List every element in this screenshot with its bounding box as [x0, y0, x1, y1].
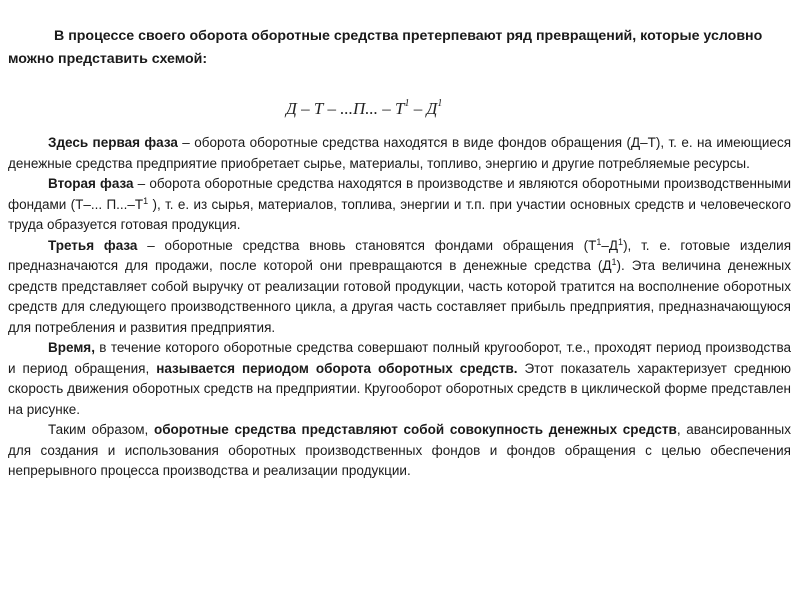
paragraph-text: – оборота оборотные средства находятся в виде фондов обращения (Д–Т), т. е. на имеющиеся денежные средства предприятие приобретает сырье, материалы, топливо, энергию и другие потребляемые ресурсы. [8, 135, 792, 171]
term-second-phase: Вторая фаза [48, 176, 134, 191]
paragraph-third-phase [8, 236, 791, 339]
formula-sup: 1 [437, 98, 443, 109]
paragraph-text: ), т. е. из сырья, материалов, топлива, энергии и т.п. при участии основных средств и человеческого труда образуется готовая продукция. [8, 196, 791, 232]
circulation-formula [286, 98, 442, 119]
formula-tail: – Д [409, 99, 438, 118]
term-third-phase: Третья фаза [48, 237, 138, 253]
paragraph-text: в течение которого оборотные средства совершают полный кругооборот, т.е., проходят период производства и период обращения, [8, 340, 791, 376]
intro-heading: В процессе своего оборота оборотные средства претерпевают ряд превращений, которые условно можно представить схемой: [8, 28, 763, 67]
paragraph-text: –Д [601, 237, 619, 253]
paragraph-text: – оборота оборотные средства находятся в производстве и являются оборотными производственными фондами (Т–... П...–Т [8, 176, 791, 212]
term-first-phase: Здесь первая фаза [48, 135, 178, 150]
superscript: 1 [618, 236, 624, 247]
paragraph-time [8, 338, 791, 420]
document-body [8, 133, 791, 482]
paragraph-first-phase [8, 133, 791, 174]
paragraph-second-phase [8, 174, 791, 236]
paragraph-text: , авансированных для создания и использования оборотных производственных фондов и фондов обращения с целью обеспечения непрерывного процесса производства и реализации продукции. [8, 422, 791, 478]
paragraph-text: ). Эта величина денежных средств представляет собой выручку от реализации готовой продукции, часть которой тратится на восполнение оборотных средств для следующего производственного цикла, а другая часть составляет прибыль предприятия, предназначающуюся для потребления и развития предприятия. [8, 258, 791, 335]
paragraph-text: Таким образом, [48, 422, 154, 437]
term-definition: оборотные средства представляют собой совокупность денежных средств [153, 422, 677, 437]
term-time: Время, [48, 340, 95, 355]
formula-main: Д – Т – ...П... – Т [286, 99, 405, 118]
superscript: 1 [143, 195, 149, 206]
paragraph-text: Этот показатель характеризует среднюю скорость движения оборотных средств на предприятии. Кругооборот оборотных средств в циклической форме представлен на рисунке. [8, 360, 792, 417]
paragraph-text: – оборотные средства вновь становятся фондами обращения (Т [137, 237, 597, 253]
term-turnover-period: называется периодом оборота оборотных средств. [156, 360, 518, 376]
formula-sup: 1 [404, 98, 410, 109]
paragraph-text: ), т. е. готовые изделия предназначаются для продажи, после которой они превращаются в денежные средства (Д [8, 237, 791, 273]
paragraph-conclusion [8, 420, 791, 482]
superscript: 1 [596, 236, 602, 247]
superscript: 1 [611, 257, 617, 267]
